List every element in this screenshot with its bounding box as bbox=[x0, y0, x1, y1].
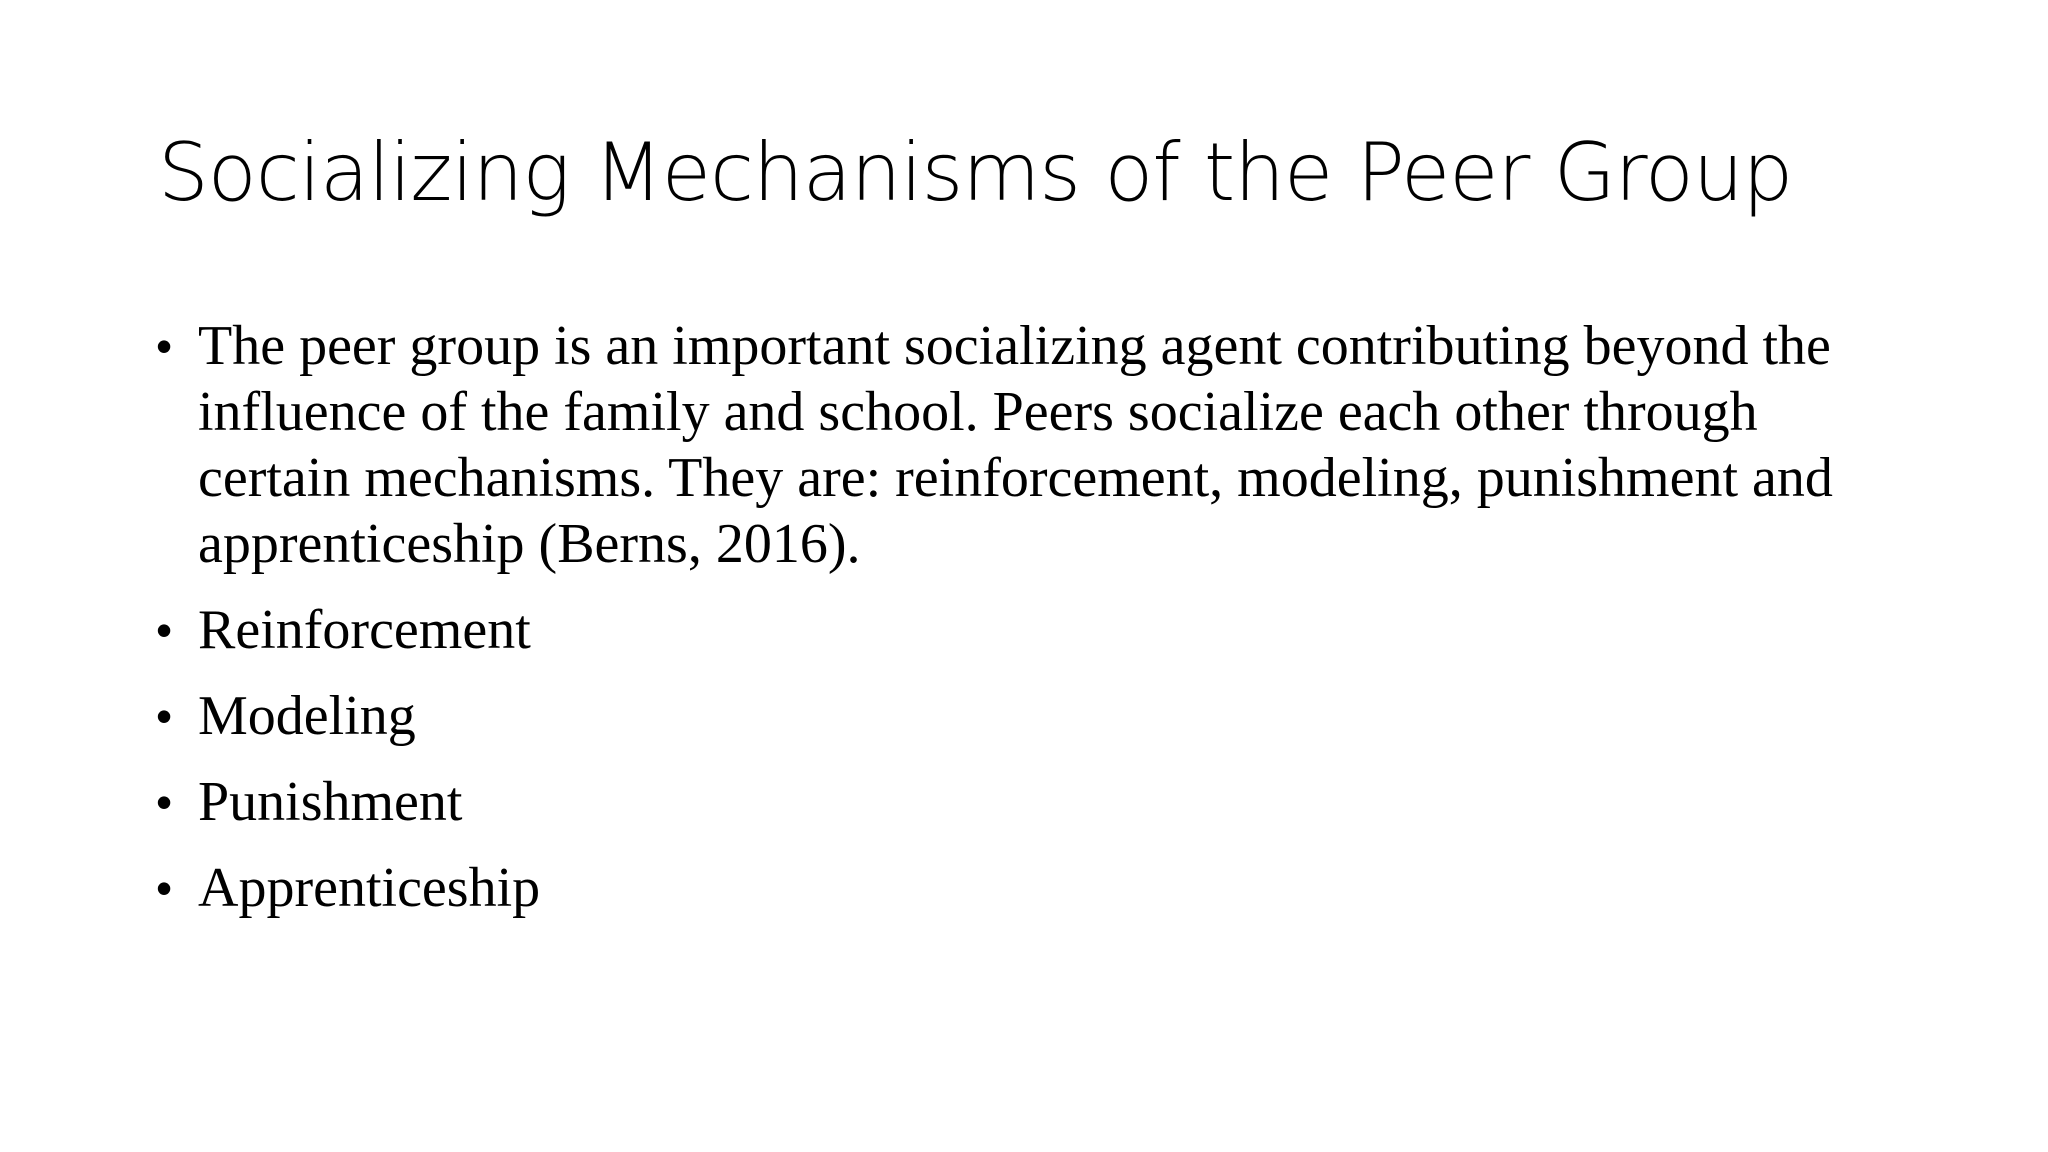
bullet-dot-icon: • bbox=[156, 320, 173, 372]
bullet-list bbox=[150, 313, 1910, 941]
bullet-dot-icon: • bbox=[156, 862, 173, 914]
bullet-item-punishment bbox=[150, 769, 1910, 835]
slide-title: Socializing Mechanisms of the Peer Group bbox=[158, 126, 1793, 219]
bullet-text: Modeling bbox=[198, 685, 416, 747]
bullet-item-reinforcement bbox=[150, 597, 1910, 663]
bullet-text: Punishment bbox=[198, 771, 463, 833]
bullet-item-modeling bbox=[150, 683, 1910, 749]
bullet-text: The peer group is an important socializing agent contributing beyond the influence of the family and school. Peers socialize each other through certain mechanisms. They are: reinforcement, modeling, punishment and apprenticeship (Berns, 2016). bbox=[198, 315, 1833, 575]
bullet-dot-icon: • bbox=[156, 604, 173, 656]
bullet-item-intro bbox=[150, 313, 1910, 577]
bullet-text: Apprenticeship bbox=[198, 857, 541, 919]
bullet-item-apprenticeship bbox=[150, 855, 1910, 921]
bullet-dot-icon: • bbox=[156, 776, 173, 828]
bullet-text: Reinforcement bbox=[198, 599, 531, 661]
bullet-dot-icon: • bbox=[156, 690, 173, 742]
